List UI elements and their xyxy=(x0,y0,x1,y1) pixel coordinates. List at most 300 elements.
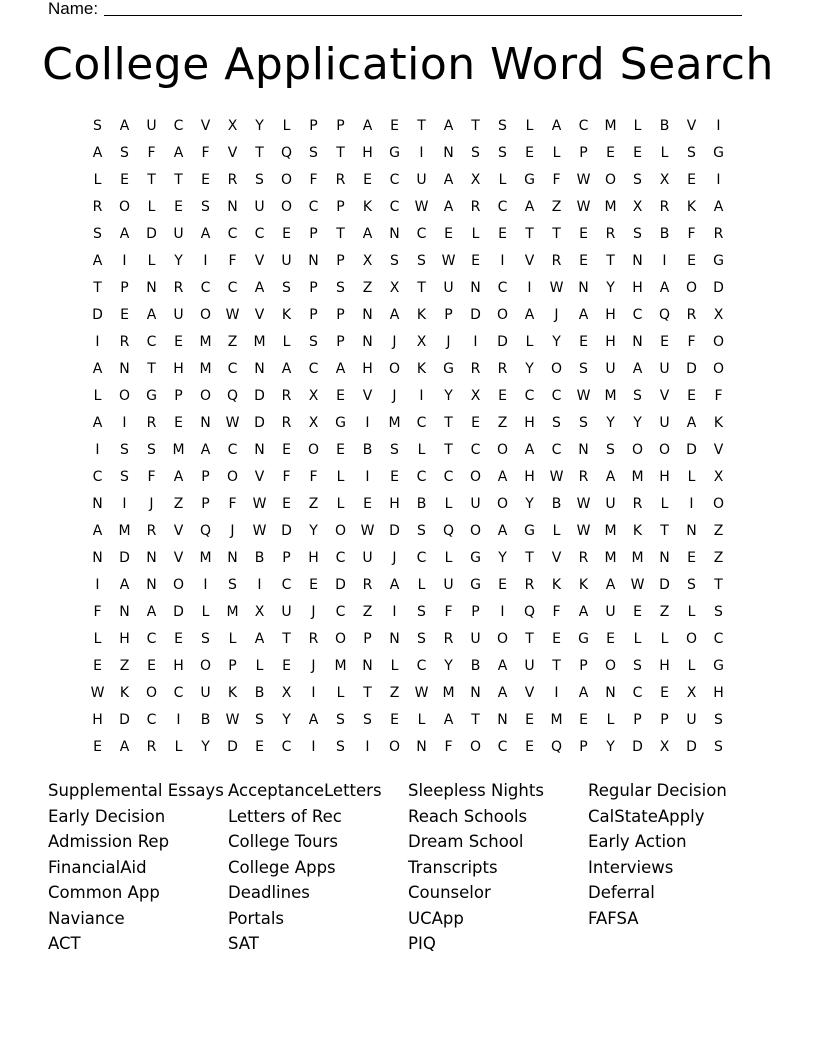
grid-letter[interactable]: C xyxy=(227,441,238,458)
grid-letter[interactable]: L xyxy=(633,630,642,647)
grid-letter[interactable]: M xyxy=(199,360,212,377)
grid-letter[interactable]: U xyxy=(254,198,265,215)
grid-letter[interactable]: C xyxy=(254,225,265,242)
grid-letter[interactable]: R xyxy=(335,171,346,188)
grid-letter[interactable]: I xyxy=(95,576,100,593)
grid-letter[interactable]: E xyxy=(660,684,669,701)
grid-letter[interactable]: E xyxy=(525,738,534,755)
grid-letter[interactable]: P xyxy=(309,225,318,242)
grid-letter[interactable]: L xyxy=(282,117,291,134)
grid-letter[interactable]: C xyxy=(308,360,319,377)
grid-letter[interactable]: U xyxy=(659,360,670,377)
grid-letter[interactable]: X xyxy=(470,387,481,404)
grid-letter[interactable]: L xyxy=(417,711,426,728)
grid-letter[interactable]: L xyxy=(282,333,291,350)
grid-letter[interactable]: F xyxy=(147,468,156,485)
grid-letter[interactable]: A xyxy=(200,225,211,242)
grid-letter[interactable]: B xyxy=(254,549,265,566)
grid-letter[interactable]: R xyxy=(713,225,724,242)
grid-letter[interactable]: E xyxy=(633,144,642,161)
grid-letter[interactable]: L xyxy=(687,657,696,674)
grid-letter[interactable]: A xyxy=(524,198,535,215)
grid-letter[interactable]: F xyxy=(687,225,696,242)
grid-letter[interactable]: C xyxy=(416,225,427,242)
grid-letter[interactable]: A xyxy=(281,360,292,377)
grid-letter[interactable]: M xyxy=(604,198,617,215)
grid-letter[interactable]: Y xyxy=(525,495,534,512)
grid-letter[interactable]: L xyxy=(525,333,534,350)
grid-letter[interactable]: H xyxy=(713,684,724,701)
grid-letter[interactable]: C xyxy=(416,549,427,566)
grid-letter[interactable]: C xyxy=(524,387,535,404)
grid-letter[interactable]: A xyxy=(497,684,508,701)
grid-letter[interactable]: V xyxy=(713,441,724,458)
grid-letter[interactable]: E xyxy=(579,711,588,728)
grid-letter[interactable]: E xyxy=(444,225,453,242)
grid-letter[interactable]: W xyxy=(441,252,456,269)
grid-letter[interactable]: C xyxy=(200,279,211,296)
grid-letter[interactable]: T xyxy=(471,711,480,728)
grid-letter[interactable]: N xyxy=(605,684,616,701)
grid-letter[interactable]: E xyxy=(120,306,129,323)
grid-letter[interactable]: G xyxy=(524,171,535,188)
grid-letter[interactable]: E xyxy=(174,414,183,431)
grid-letter[interactable]: R xyxy=(146,414,157,431)
grid-letter[interactable]: C xyxy=(416,414,427,431)
grid-letter[interactable]: N xyxy=(416,738,427,755)
grid-letter[interactable]: W xyxy=(414,198,429,215)
grid-letter[interactable]: F xyxy=(309,171,318,188)
grid-letter[interactable]: Y xyxy=(174,252,183,269)
grid-letter[interactable]: T xyxy=(417,279,426,296)
grid-letter[interactable]: F xyxy=(552,603,561,620)
grid-letter[interactable]: Q xyxy=(550,738,563,755)
grid-letter[interactable]: R xyxy=(497,360,508,377)
grid-letter[interactable]: H xyxy=(605,306,616,323)
grid-letter[interactable]: I xyxy=(122,495,127,512)
grid-letter[interactable]: L xyxy=(390,657,399,674)
grid-letter[interactable]: E xyxy=(687,387,696,404)
grid-letter[interactable]: P xyxy=(336,252,345,269)
grid-letter[interactable]: E xyxy=(687,252,696,269)
grid-letter[interactable]: Z xyxy=(173,495,184,512)
grid-letter[interactable]: R xyxy=(551,252,562,269)
grid-letter[interactable]: A xyxy=(605,468,616,485)
grid-letter[interactable]: K xyxy=(227,684,238,701)
grid-letter[interactable]: I xyxy=(419,387,424,404)
grid-letter[interactable]: P xyxy=(336,333,345,350)
grid-letter[interactable]: S xyxy=(255,171,264,188)
grid-letter[interactable]: G xyxy=(335,414,346,431)
grid-letter[interactable]: S xyxy=(471,144,480,161)
grid-letter[interactable]: S xyxy=(309,144,318,161)
grid-letter[interactable]: M xyxy=(334,657,347,674)
grid-letter[interactable]: R xyxy=(470,198,481,215)
grid-letter[interactable]: C xyxy=(335,549,346,566)
grid-letter[interactable]: R xyxy=(146,522,157,539)
grid-letter[interactable]: L xyxy=(417,441,426,458)
grid-letter[interactable]: Y xyxy=(309,522,318,539)
grid-letter[interactable]: K xyxy=(686,198,697,215)
grid-letter[interactable]: S xyxy=(255,711,264,728)
grid-letter[interactable]: S xyxy=(606,441,615,458)
grid-letter[interactable]: S xyxy=(579,414,588,431)
grid-letter[interactable]: U xyxy=(173,225,184,242)
grid-letter[interactable]: R xyxy=(146,738,157,755)
grid-letter[interactable]: D xyxy=(227,738,238,755)
grid-letter[interactable]: A xyxy=(119,225,130,242)
grid-letter[interactable]: E xyxy=(93,738,102,755)
grid-letter[interactable]: K xyxy=(281,306,292,323)
grid-letter[interactable]: T xyxy=(282,630,291,647)
grid-letter[interactable]: N xyxy=(659,549,670,566)
grid-letter[interactable]: P xyxy=(579,738,588,755)
grid-letter[interactable]: O xyxy=(712,333,725,350)
grid-letter[interactable]: C xyxy=(146,630,157,647)
grid-letter[interactable]: U xyxy=(281,252,292,269)
grid-letter[interactable]: Q xyxy=(523,603,536,620)
grid-letter[interactable]: W xyxy=(576,387,591,404)
grid-letter[interactable]: M xyxy=(631,549,644,566)
grid-letter[interactable]: W xyxy=(360,522,375,539)
grid-letter[interactable]: T xyxy=(606,252,615,269)
grid-letter[interactable]: E xyxy=(174,630,183,647)
grid-letter[interactable]: J xyxy=(149,495,154,512)
grid-letter[interactable]: X xyxy=(281,684,292,701)
grid-letter[interactable]: L xyxy=(417,576,426,593)
grid-letter[interactable]: U xyxy=(146,117,157,134)
grid-letter[interactable]: L xyxy=(660,630,669,647)
grid-letter[interactable]: M xyxy=(604,522,617,539)
grid-letter[interactable]: S xyxy=(201,630,210,647)
grid-letter[interactable]: Z xyxy=(659,603,670,620)
grid-letter[interactable]: P xyxy=(336,306,345,323)
grid-letter[interactable]: Z xyxy=(362,279,373,296)
grid-letter[interactable]: T xyxy=(552,657,561,674)
grid-letter[interactable]: N xyxy=(362,333,373,350)
grid-letter[interactable]: K xyxy=(416,306,427,323)
grid-letter[interactable]: G xyxy=(524,522,535,539)
grid-letter[interactable]: U xyxy=(524,657,535,674)
grid-letter[interactable]: U xyxy=(686,711,697,728)
grid-letter[interactable]: R xyxy=(119,333,130,350)
grid-letter[interactable]: Y xyxy=(633,414,642,431)
grid-letter[interactable]: X xyxy=(362,252,373,269)
grid-letter[interactable]: E xyxy=(93,657,102,674)
grid-letter[interactable]: S xyxy=(417,630,426,647)
grid-letter[interactable]: L xyxy=(498,171,507,188)
grid-letter[interactable]: R xyxy=(308,630,319,647)
grid-letter[interactable]: W xyxy=(225,711,240,728)
grid-letter[interactable]: K xyxy=(416,360,427,377)
grid-letter[interactable]: V xyxy=(524,684,535,701)
grid-letter[interactable]: H xyxy=(389,495,400,512)
grid-letter[interactable]: A xyxy=(92,414,103,431)
grid-letter[interactable]: V xyxy=(362,387,373,404)
grid-letter[interactable]: S xyxy=(120,144,129,161)
grid-letter[interactable]: C xyxy=(551,441,562,458)
grid-letter[interactable]: C xyxy=(497,198,508,215)
grid-letter[interactable]: E xyxy=(363,171,372,188)
grid-letter[interactable]: S xyxy=(498,144,507,161)
grid-letter[interactable]: V xyxy=(254,252,265,269)
grid-letter[interactable]: D xyxy=(254,387,265,404)
grid-letter[interactable]: J xyxy=(554,306,559,323)
grid-letter[interactable]: D xyxy=(497,333,508,350)
grid-letter[interactable]: X xyxy=(308,387,319,404)
grid-letter[interactable]: E xyxy=(336,387,345,404)
grid-letter[interactable]: S xyxy=(714,738,723,755)
grid-letter[interactable]: E xyxy=(147,657,156,674)
grid-letter[interactable]: I xyxy=(716,117,721,134)
grid-letter[interactable]: X xyxy=(713,306,724,323)
grid-letter[interactable]: S xyxy=(417,603,426,620)
grid-letter[interactable]: E xyxy=(552,630,561,647)
grid-letter[interactable]: O xyxy=(118,198,131,215)
grid-letter[interactable]: E xyxy=(687,549,696,566)
grid-letter[interactable]: A xyxy=(308,711,319,728)
grid-letter[interactable]: I xyxy=(554,684,559,701)
grid-letter[interactable]: O xyxy=(712,495,725,512)
grid-letter[interactable]: S xyxy=(714,603,723,620)
grid-letter[interactable]: N xyxy=(227,549,238,566)
grid-letter[interactable]: D xyxy=(335,576,346,593)
grid-letter[interactable]: R xyxy=(659,198,670,215)
grid-letter[interactable]: B xyxy=(470,657,481,674)
grid-letter[interactable]: Y xyxy=(606,414,615,431)
grid-letter[interactable]: O xyxy=(604,657,617,674)
grid-letter[interactable]: F xyxy=(309,468,318,485)
grid-letter[interactable]: I xyxy=(689,495,694,512)
grid-letter[interactable]: H xyxy=(119,630,130,647)
grid-letter[interactable]: Y xyxy=(498,549,507,566)
grid-letter[interactable]: D xyxy=(686,738,697,755)
grid-letter[interactable]: M xyxy=(550,711,563,728)
grid-letter[interactable]: C xyxy=(227,279,238,296)
grid-letter[interactable]: M xyxy=(604,117,617,134)
grid-letter[interactable]: O xyxy=(496,630,509,647)
grid-letter[interactable]: A xyxy=(362,117,373,134)
grid-letter[interactable]: N xyxy=(389,630,400,647)
grid-letter[interactable]: Y xyxy=(552,333,561,350)
grid-letter[interactable]: O xyxy=(280,171,293,188)
grid-letter[interactable]: T xyxy=(525,225,534,242)
grid-letter[interactable]: L xyxy=(660,144,669,161)
grid-letter[interactable]: A xyxy=(335,360,346,377)
grid-letter[interactable]: N xyxy=(254,441,265,458)
grid-letter[interactable]: V xyxy=(686,117,697,134)
grid-letter[interactable]: E xyxy=(390,117,399,134)
grid-letter[interactable]: H xyxy=(659,468,670,485)
grid-letter[interactable]: P xyxy=(336,117,345,134)
grid-letter[interactable]: U xyxy=(605,495,616,512)
grid-letter[interactable]: G xyxy=(389,144,400,161)
grid-letter[interactable]: U xyxy=(470,630,481,647)
grid-letter[interactable]: C xyxy=(497,738,508,755)
grid-letter[interactable]: N xyxy=(119,360,130,377)
grid-letter[interactable]: I xyxy=(95,441,100,458)
grid-letter[interactable]: D xyxy=(173,603,184,620)
grid-letter[interactable]: O xyxy=(172,576,185,593)
grid-letter[interactable]: B xyxy=(200,711,211,728)
grid-letter[interactable]: A xyxy=(686,414,697,431)
grid-letter[interactable]: T xyxy=(444,441,453,458)
grid-letter[interactable]: D xyxy=(686,360,697,377)
grid-letter[interactable]: T xyxy=(336,225,345,242)
grid-letter[interactable]: S xyxy=(120,468,129,485)
grid-letter[interactable]: F xyxy=(714,387,723,404)
grid-letter[interactable]: O xyxy=(712,360,725,377)
grid-letter[interactable]: T xyxy=(660,522,669,539)
grid-letter[interactable]: R xyxy=(686,306,697,323)
grid-letter[interactable]: T xyxy=(336,144,345,161)
grid-letter[interactable]: O xyxy=(226,468,239,485)
grid-letter[interactable]: N xyxy=(200,414,211,431)
grid-letter[interactable]: E xyxy=(174,333,183,350)
grid-letter[interactable]: A xyxy=(146,603,157,620)
grid-letter[interactable]: V xyxy=(227,144,238,161)
grid-letter[interactable]: O xyxy=(658,441,671,458)
grid-letter[interactable]: C xyxy=(443,468,454,485)
grid-letter[interactable]: U xyxy=(605,360,616,377)
grid-letter[interactable]: O xyxy=(307,441,320,458)
grid-letter[interactable]: I xyxy=(392,603,397,620)
grid-letter[interactable]: E xyxy=(606,144,615,161)
grid-letter[interactable]: L xyxy=(444,495,453,512)
grid-letter[interactable]: A xyxy=(92,360,103,377)
grid-letter[interactable]: W xyxy=(576,171,591,188)
grid-letter[interactable]: Z xyxy=(713,549,724,566)
grid-letter[interactable]: F xyxy=(93,603,102,620)
grid-letter[interactable]: C xyxy=(578,117,589,134)
grid-letter[interactable]: A xyxy=(578,684,589,701)
grid-letter[interactable]: A xyxy=(443,711,454,728)
grid-letter[interactable]: E xyxy=(498,387,507,404)
grid-letter[interactable]: P xyxy=(309,279,318,296)
grid-letter[interactable]: B xyxy=(659,225,670,242)
grid-letter[interactable]: W xyxy=(549,468,564,485)
grid-letter[interactable]: N xyxy=(146,279,157,296)
grid-letter[interactable]: A xyxy=(92,144,103,161)
grid-letter[interactable]: P xyxy=(120,279,129,296)
grid-letter[interactable]: Z xyxy=(227,333,238,350)
grid-letter[interactable]: T xyxy=(255,144,264,161)
grid-letter[interactable]: O xyxy=(199,387,212,404)
grid-letter[interactable]: D xyxy=(713,279,724,296)
grid-letter[interactable]: D xyxy=(254,414,265,431)
grid-letter[interactable]: F xyxy=(147,144,156,161)
grid-letter[interactable]: E xyxy=(120,171,129,188)
grid-letter[interactable]: O xyxy=(631,441,644,458)
grid-letter[interactable]: E xyxy=(390,711,399,728)
grid-letter[interactable]: A xyxy=(173,144,184,161)
grid-letter[interactable]: L xyxy=(471,225,480,242)
grid-letter[interactable]: O xyxy=(550,360,563,377)
grid-letter[interactable]: O xyxy=(685,279,698,296)
grid-letter[interactable]: K xyxy=(632,522,643,539)
grid-letter[interactable]: E xyxy=(282,441,291,458)
grid-letter[interactable]: E xyxy=(174,198,183,215)
grid-letter[interactable]: U xyxy=(659,414,670,431)
grid-letter[interactable]: A xyxy=(551,117,562,134)
grid-letter[interactable]: O xyxy=(334,522,347,539)
grid-letter[interactable]: F xyxy=(228,252,237,269)
grid-letter[interactable]: R xyxy=(578,549,589,566)
grid-letter[interactable]: U xyxy=(443,576,454,593)
grid-letter[interactable]: W xyxy=(225,306,240,323)
grid-letter[interactable]: D xyxy=(281,522,292,539)
grid-letter[interactable]: X xyxy=(254,603,265,620)
grid-letter[interactable]: L xyxy=(147,252,156,269)
grid-letter[interactable]: U xyxy=(173,306,184,323)
grid-letter[interactable]: H xyxy=(524,468,535,485)
grid-letter[interactable]: Z xyxy=(389,684,400,701)
grid-letter[interactable]: I xyxy=(176,711,181,728)
grid-letter[interactable]: A xyxy=(497,657,508,674)
grid-letter[interactable]: M xyxy=(118,522,131,539)
grid-letter[interactable]: R xyxy=(578,468,589,485)
grid-letter[interactable]: O xyxy=(280,198,293,215)
grid-letter[interactable]: D xyxy=(632,738,643,755)
grid-letter[interactable]: H xyxy=(362,360,373,377)
grid-letter[interactable]: S xyxy=(633,171,642,188)
grid-letter[interactable]: D xyxy=(389,522,400,539)
grid-letter[interactable]: T xyxy=(147,360,156,377)
grid-letter[interactable]: I xyxy=(203,576,208,593)
grid-letter[interactable]: P xyxy=(174,387,183,404)
grid-letter[interactable]: S xyxy=(363,711,372,728)
grid-letter[interactable]: O xyxy=(199,657,212,674)
grid-letter[interactable]: Q xyxy=(658,306,671,323)
grid-letter[interactable]: R xyxy=(524,576,535,593)
grid-letter[interactable]: N xyxy=(470,684,481,701)
grid-letter[interactable]: E xyxy=(309,576,318,593)
grid-letter[interactable]: W xyxy=(630,576,645,593)
grid-letter[interactable]: N xyxy=(632,333,643,350)
grid-letter[interactable]: T xyxy=(417,117,426,134)
grid-letter[interactable]: X xyxy=(632,198,643,215)
grid-letter[interactable]: O xyxy=(118,387,131,404)
grid-letter[interactable]: C xyxy=(281,738,292,755)
grid-letter[interactable]: K xyxy=(362,198,373,215)
grid-letter[interactable]: E xyxy=(525,144,534,161)
grid-letter[interactable]: W xyxy=(576,495,591,512)
grid-letter[interactable]: H xyxy=(308,549,319,566)
grid-letter[interactable]: U xyxy=(443,279,454,296)
grid-letter[interactable]: L xyxy=(255,657,264,674)
grid-letter[interactable]: R xyxy=(92,198,103,215)
grid-letter[interactable]: O xyxy=(145,684,158,701)
grid-letter[interactable]: L xyxy=(201,603,210,620)
grid-letter[interactable]: O xyxy=(334,630,347,647)
grid-letter[interactable]: E xyxy=(336,441,345,458)
grid-letter[interactable]: V xyxy=(173,522,184,539)
grid-letter[interactable]: V xyxy=(659,387,670,404)
grid-letter[interactable]: A xyxy=(497,522,508,539)
grid-letter[interactable]: W xyxy=(576,198,591,215)
grid-letter[interactable]: S xyxy=(552,414,561,431)
grid-letter[interactable]: R xyxy=(281,387,292,404)
grid-letter[interactable]: L xyxy=(633,117,642,134)
grid-letter[interactable]: V xyxy=(551,549,562,566)
grid-letter[interactable]: C xyxy=(146,711,157,728)
grid-letter[interactable]: Z xyxy=(551,198,562,215)
grid-letter[interactable]: C xyxy=(173,117,184,134)
grid-letter[interactable]: P xyxy=(660,711,669,728)
grid-letter[interactable]: W xyxy=(549,279,564,296)
grid-letter[interactable]: V xyxy=(173,549,184,566)
grid-letter[interactable]: I xyxy=(257,576,262,593)
